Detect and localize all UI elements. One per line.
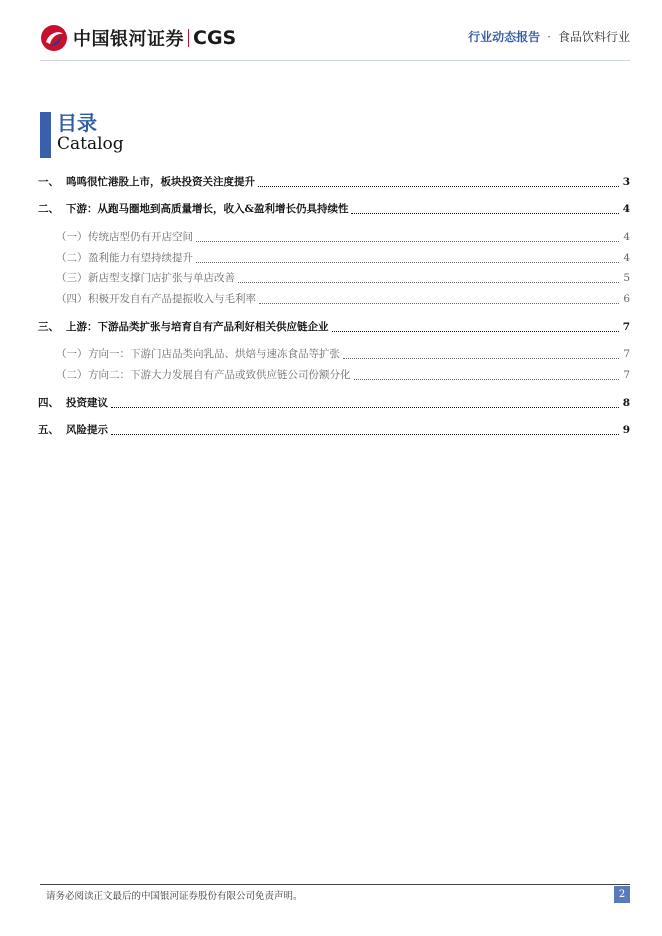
page-number-badge: 2 [614,886,630,903]
toc-entry[interactable] [38,250,630,266]
toc-entry-page: 7 [623,348,630,360]
industry-name: 食品饮料行业 [557,30,630,44]
toc-entry-number: 二、 [38,203,59,215]
logo-divider [188,29,189,47]
toc-entry-number: 三、 [38,321,59,333]
toc-entry-number: （三） [56,272,88,284]
toc-entry-page: 4 [622,203,630,215]
header-separator: · [547,29,551,44]
toc-entry[interactable] [38,395,630,411]
page-header [0,0,662,62]
toc-dot-leader [351,212,619,214]
toc-entry-label: 上游：下游品类扩张与培育自有产品利好相关供应链企业 [66,321,329,333]
toc-entry-label: 盈利能力有望持续提升 [88,252,193,264]
toc-entry-page: 4 [623,252,630,264]
toc-entry-page: 8 [622,397,630,409]
toc-entry-label: 鸣鸣很忙港股上市，板块投资关注度提升 [66,176,255,188]
toc-entry-page: 6 [623,293,630,305]
toc-entry[interactable] [38,319,630,335]
toc-accent-bar [40,112,51,158]
toc-dot-leader [111,406,619,408]
toc-dot-leader [259,302,619,304]
logo-english-name: CGS [193,27,237,49]
footer-disclaimer: 请务必阅读正文最后的中国银河证券股份有限公司免责声明。 [46,891,303,902]
logo-chinese-name: 中国银河证券 [73,29,184,50]
toc-entry-label: 新店型支撑门店扩张与单店改善 [88,272,235,284]
toc-entry-label: 方向二：下游大力发展自有产品或致供应链公司份额分化 [88,369,351,381]
toc-entry-number: （二） [56,252,88,264]
toc-dot-leader [332,330,620,332]
toc-title-chinese: 目录 [57,111,97,135]
toc-dot-leader [354,378,620,380]
toc-dot-leader [196,240,619,242]
toc-entry-page: 7 [623,369,630,381]
footer-divider [40,884,630,885]
report-type: 行业动态报告 [468,30,541,44]
toc-entry[interactable] [38,422,630,438]
toc-entry-label: 积极开发自有产品提振收入与毛利率 [88,293,256,305]
toc-entry[interactable] [38,229,630,245]
cgs-logo [40,24,236,52]
toc-entry[interactable] [38,346,630,362]
toc-dot-leader [343,357,619,359]
toc-entry-number: 一、 [38,176,59,188]
toc-entry-page: 7 [622,321,630,333]
header-report-info [468,28,630,45]
toc-entry-label: 传统店型仍有开店空间 [88,231,193,243]
toc-entry[interactable] [38,291,630,307]
toc-entry-number: 四、 [38,397,59,409]
toc-entry-label: 方向一：下游门店品类向乳品、烘焙与速冻食品等扩张 [88,348,340,360]
toc-dot-leader [111,433,619,435]
cgs-logo-mark-icon [40,24,68,52]
toc-entry-number: （一） [56,231,88,243]
toc-dot-leader [258,185,619,187]
toc-entry-page: 3 [622,176,630,188]
toc-entry-page: 4 [623,231,630,243]
toc-entry[interactable] [38,201,630,217]
header-divider [40,60,630,61]
toc-entry-number: （一） [56,348,88,360]
toc-entry-label: 下游：从跑马圈地到高质量增长，收入&盈利增长仍具持续性 [66,203,349,215]
toc-entry-number: （四） [56,293,88,305]
toc-entry-label: 投资建议 [66,397,108,409]
toc-dot-leader [238,281,619,283]
toc-entry-number: （二） [56,369,88,381]
toc-dot-leader [196,261,619,263]
toc-entry-page: 9 [622,424,630,436]
toc-entry-number: 五、 [38,424,59,436]
toc-entry-page: 5 [623,272,630,284]
toc-entry[interactable] [38,270,630,286]
toc-title-english: Catalog [57,134,124,154]
toc-entry-label: 风险提示 [66,424,108,436]
toc-entry[interactable] [38,367,630,383]
toc-entry[interactable] [38,174,630,190]
